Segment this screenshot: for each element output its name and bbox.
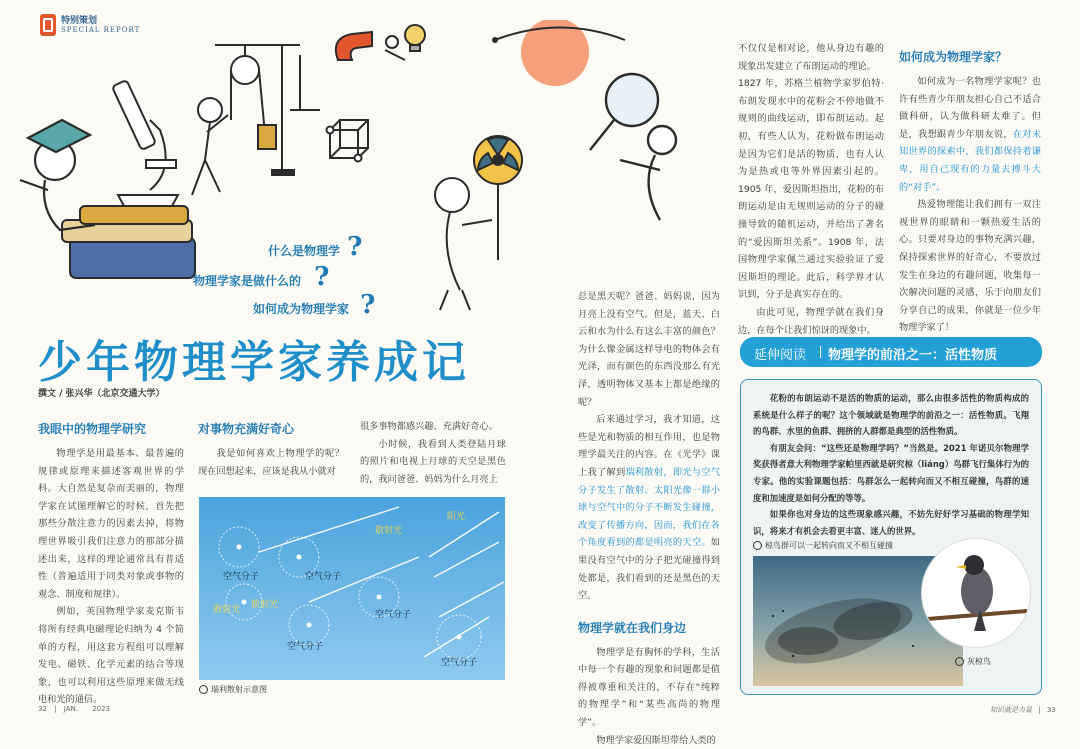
paragraph: 1827 年，苏格兰植物学家罗伯特·布朗发现水中的花粉会不停地做不规则的曲线运动，即布朗运动。起初，有些人认为，花粉做布朗运动是因为它们是活的物质，也有人认为是热或电等外界因素引起的。1905 年，爱因斯坦指出，花粉的布朗运动是由无规则运动的分子的碰撞导致的随机运动，并给出了著名的“爱因斯坦关系”。1908 年，法国物理学家佩兰通过实验验证了爱因斯坦的理论。此后，科学界才认识到，分子是真实存在的。 <box>738 78 884 301</box>
question-1 <box>268 232 362 262</box>
paragraph-part: 如何成为一名物理学家呢？也许有些青少年朋友担心自己不适合做科研，认为做科研太难了。但是，我想跟青少年朋友说， <box>899 76 1041 140</box>
highlight-text: 在对未知世界的探索中，我们都保持着谦卑，用自己现有的力量去搏斗大的“对手”。 <box>899 128 1042 193</box>
paragraph: 总是黑天呢？爸爸、妈妈说，因为月亮上没有空气。但是，蓝天、白云和水为什么有这么丰富的颜色？为什么像金属这样导电的物体会有光泽，而有颜色的东西没那么有光泽，透明物体又基本上都是绝缘的呢？ <box>578 291 720 408</box>
column-1 <box>38 420 184 709</box>
sidebar-paragraph: 花粉的布朗运动不是活的物质的运动，那么由很多活性的物质构成的系统是什么样子的呢？这个领域就是物理学的前沿之一：活性物质。飞翔的鸟群、水里的鱼群、拥挤的人群都是典型的活性物质。 <box>753 393 1029 437</box>
radiation-sign-illustration <box>435 136 522 310</box>
caption-bullet-icon <box>199 685 208 694</box>
question-1-text: 什么是物理学 <box>268 244 341 258</box>
caption-bullet-icon <box>753 541 762 550</box>
sidebar-header <box>740 337 1042 367</box>
paragraph: 小时候，我看到人类登陆月球的照片和电视上月球的天空是黑色的，我问爸爸、妈妈为什么月亮上 <box>360 438 506 485</box>
paragraph: 由此可见，物理学就在我们身边，在每个让我们惊讶的现象中。 <box>738 306 884 336</box>
starling-bird-photo <box>921 538 1031 648</box>
issue-month: JAN. <box>63 705 78 713</box>
sidebar-title: 物理学的前沿之一：活性物质 <box>828 348 998 363</box>
sun-illustration <box>492 20 625 86</box>
label-scattered: 散射光 <box>375 526 403 536</box>
air-molecule-burst <box>219 527 481 659</box>
paragraph: 热爱物理能让我们拥有一双注视世界的眼睛和一颗热爱生活的心。只要对身边的事物充满兴趣，保持探索世界的好奇心，不要放过发生在身边的有趣问题，收集每一次解决问题的灵感，乐于向朋友们分享自己的成果，你就是一位少年物理学家了！ <box>899 199 1041 334</box>
bird-caption <box>955 656 991 667</box>
page-number: 33 <box>1046 706 1056 714</box>
diagram-caption-text: 瑞利散射示意图 <box>211 685 267 694</box>
paragraph: 不仅仅是相对论，他从身边有趣的现象出发建立了布朗运动的理论。 <box>738 43 884 72</box>
footer-separator: | <box>54 705 57 713</box>
footer-left <box>38 705 110 713</box>
pulling-person-illustration <box>192 98 228 195</box>
label-air: 空气分子 <box>305 572 342 582</box>
brand-name: 知识就是力量 <box>990 706 1032 714</box>
page-number: 32 <box>38 705 47 713</box>
column-5 <box>738 40 884 339</box>
sidebar-divider <box>820 346 821 358</box>
label-air: 空气分子 <box>287 642 324 652</box>
byline: 撰文 / 张兴华（北京交通大学） <box>38 389 165 399</box>
paragraph: 物理学是有胸怀的学科，生活中每一个有趣的现象和问题都是值得被尊重和关注的，不存在“纯粹的物理学”和“某些高尚的物理学”。 <box>578 646 720 729</box>
label-air: 空气分子 <box>375 610 412 620</box>
diagram-caption <box>199 684 267 695</box>
heading-physics-research: 我眼中的物理学研究 <box>38 422 147 436</box>
section-kicker: 特别策划 <box>61 16 98 26</box>
column-4 <box>578 288 720 749</box>
label-sunlight: 阳光 <box>447 512 466 522</box>
heading-curiosity: 对事物充满好奇心 <box>198 422 295 436</box>
molecule-cube-illustration <box>327 120 369 162</box>
issue-year: 2023 <box>92 705 111 713</box>
paragraph: 例如，英国物理学家麦克斯韦将所有经典电磁理论归纳为 4 个简单的方程，用这套方程组可以理解发电、磁铁、化学元素的结合等现象，也可以利用这些原理来做无线电和光的通信。 <box>38 606 184 706</box>
paragraph <box>899 73 1041 196</box>
sidebar-paragraph: 有朋友会问：“这些还是物理学吗？”当然是。2021 年诺贝尔物理学奖获得者意大利物理学家帕里西就是研究椋（liáng）鸟群飞行集体行为的专家。他的实验课题包括：鸟群怎么一起转向而又不相互碰撞，鸟群的速度和加速度是如何分配的等等。 <box>753 442 1029 503</box>
label-air: 空气分子 <box>223 572 260 582</box>
paragraph <box>578 411 720 605</box>
question-mark-icon: ? <box>347 232 363 262</box>
books-illustration <box>62 206 195 278</box>
sidebar-paragraph: 如果你也对身边的这些现象感兴趣，不妨先好好学习基础的物理学知识，将来才有机会去看更丰富、迷人的世界。 <box>753 509 1029 536</box>
highlight-text: 瑞利散射，即光与空气分子发生了散射。太阳光像一群小球与空气中的分子不断发生碰撞，改变了传播方向，因而，我们在各个角度看到的都是明亮的天空。 <box>578 466 721 549</box>
question-2 <box>193 262 329 292</box>
lightbulb-illustration <box>405 25 425 51</box>
magnet-illustration <box>290 32 405 110</box>
question-3-text: 如何成为物理学家 <box>253 302 350 316</box>
bird-svg <box>922 539 1030 647</box>
paragraph-part: 如果没有空气中的分子把光碰撞得到处都是，我们看到的还是黑色的天空。 <box>578 537 720 602</box>
rayleigh-diagram-svg <box>199 497 505 680</box>
question-mark-icon: ? <box>360 290 376 320</box>
paragraph: 我是如何喜欢上物理学的呢？现在回想起来，应该是我从小就对 <box>198 448 344 477</box>
hero-illustration <box>0 20 720 320</box>
question-2-text: 物理学家是做什么的 <box>193 274 302 288</box>
paragraph-part: 后来通过学习，我才知道，这些是光和物质的相互作用，也是物理学最关注的内容。在《光学》课上我了解到 <box>578 414 720 478</box>
microscope-illustration <box>112 80 178 206</box>
question-mark-icon: ? <box>314 262 330 292</box>
section-kicker-en: SPECIAL REPORT <box>61 26 141 34</box>
sidebar-body <box>753 390 1029 539</box>
magnifier-illustration <box>590 74 676 220</box>
photo-caption <box>753 540 893 551</box>
column-2 <box>198 420 344 480</box>
caption-bullet-icon <box>955 657 964 666</box>
column-6 <box>899 48 1041 351</box>
rayleigh-diagram <box>199 497 505 680</box>
heading-how-to-become: 如何成为物理学家？ <box>899 50 1008 64</box>
footer-separator: | <box>1038 706 1041 714</box>
label-scattered: 散射光 <box>251 600 279 610</box>
heading-physics-around-us: 物理学就在我们身边 <box>578 620 687 635</box>
question-3 <box>253 290 375 320</box>
sidebar-tag: 延伸阅读 <box>754 348 807 363</box>
label-air: 空气分子 <box>441 658 478 668</box>
bird-caption-text: 灰椋鸟 <box>967 657 991 666</box>
footer-right <box>990 705 1056 715</box>
photo-caption-text: 椋鸟群可以一起转向而又不相互碰撞 <box>765 541 893 550</box>
paragraph: 物理学家爱因斯坦带给人类的 <box>596 734 716 746</box>
paragraph: 物理学是用最基本、最普遍的规律或原理来描述客观世界的学科。大自然是复杂而美丽的，物理学家在试图理解它的时候，首先把那些分散注意力的因素去掉，将物理世界吸引我们注意力的那部分描述出来，这样的理论通常具有普适性（普遍适用于同类对象或事物的观念、制度和规律）。 <box>38 448 184 600</box>
pulley-illustration <box>215 45 300 175</box>
label-scattered: 散射光 <box>213 605 241 615</box>
sidebar-box <box>740 379 1042 695</box>
column-3 <box>360 418 506 488</box>
paragraph: 很多事物都感兴趣、充满好奇心。 <box>360 421 498 432</box>
article-title: 少年物理学家养成记 <box>38 337 470 388</box>
